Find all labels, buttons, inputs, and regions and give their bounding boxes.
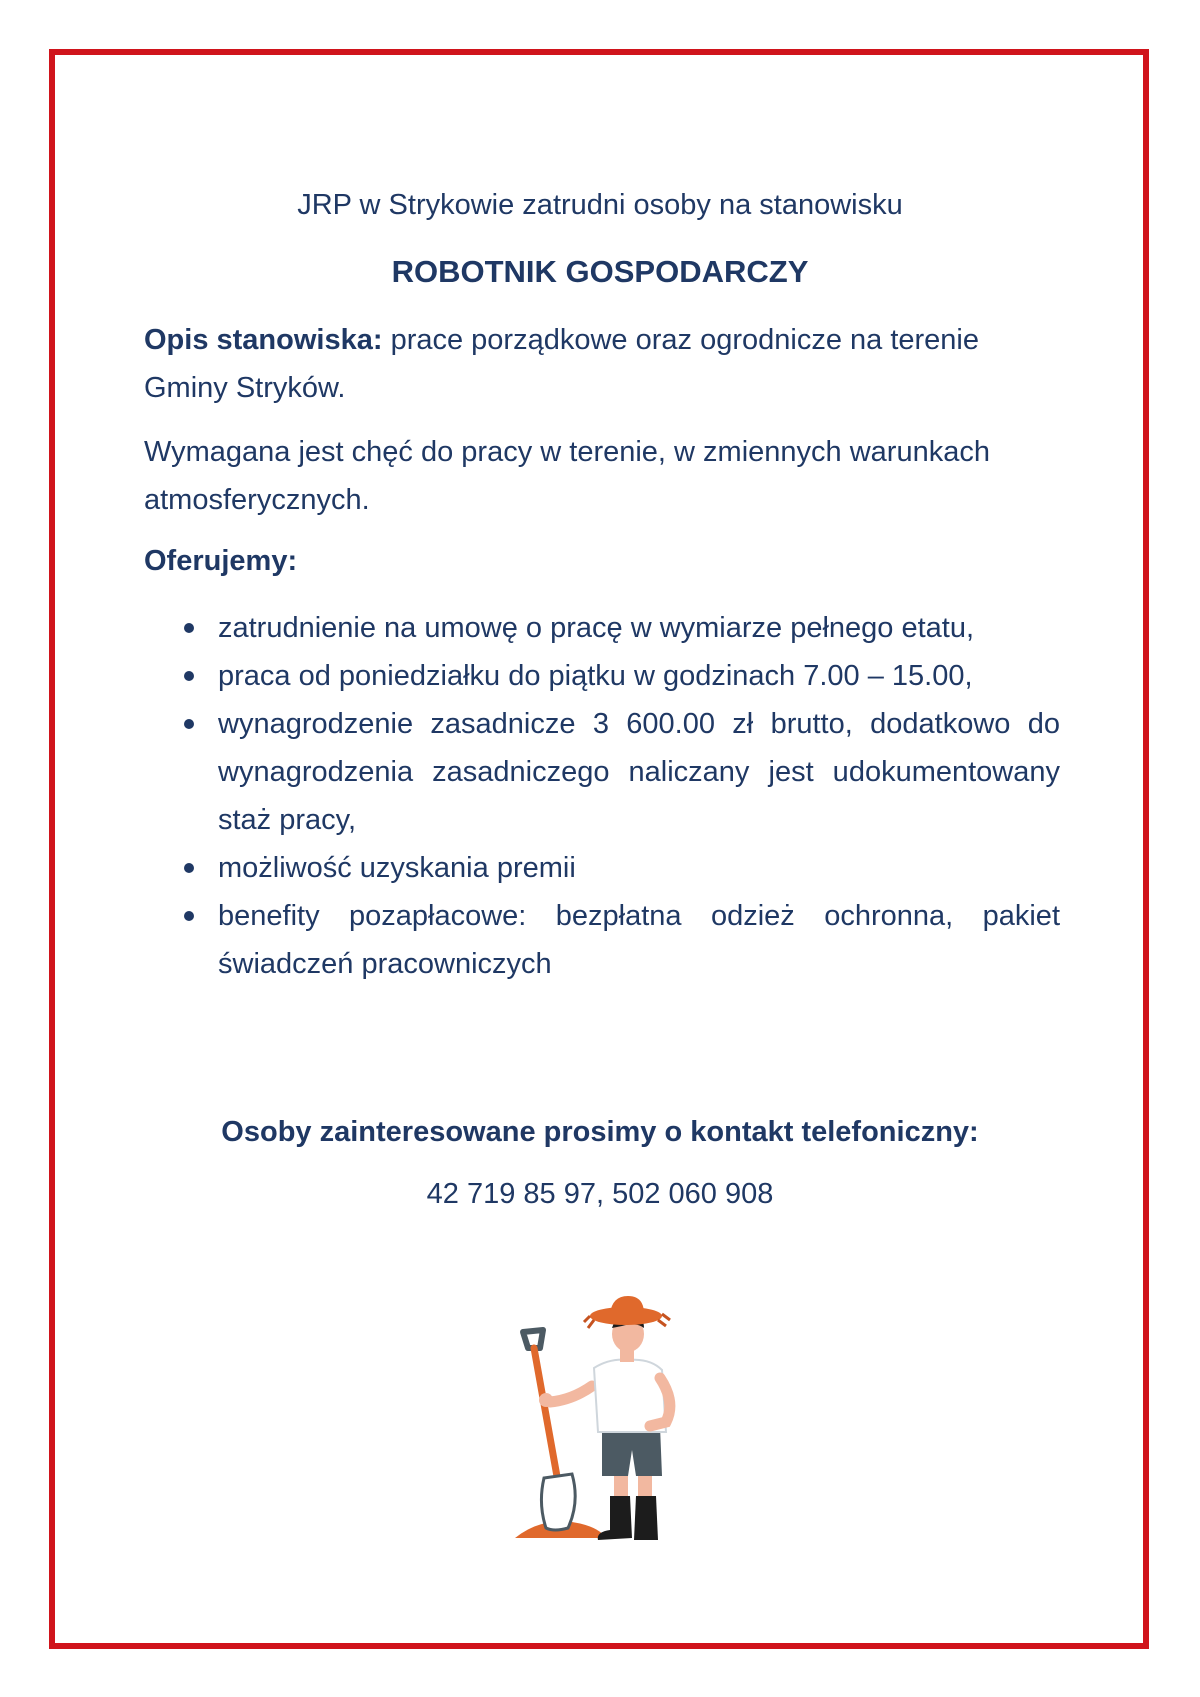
bullet-icon bbox=[184, 911, 194, 921]
bullet-icon bbox=[184, 719, 194, 729]
job-description-text: prace porządkowe oraz ogrodnicze na terenie Gminy Stryków. bbox=[144, 324, 979, 404]
job-requirement: Wymagana jest chęć do pracy w terenie, w zmiennych warunkach atmosferycznych. bbox=[144, 436, 990, 516]
phone-numbers: 42 719 85 97, 502 060 908 bbox=[426, 1178, 774, 1210]
offer-item-text: praca od poniedziałku do piątku w godzinach 7.00 – 15.00, bbox=[218, 660, 973, 692]
offer-item-text: możliwość uzyskania premii bbox=[218, 852, 576, 884]
offer-item-text: zatrudnienie na umowę o pracę w wymiarze pełnego etatu, bbox=[218, 612, 975, 644]
contact-heading: Osoby zainteresowane prosimy o kontakt telefoniczny: bbox=[221, 1116, 979, 1148]
intro-line: JRP w Strykowie zatrudni osoby na stanowisku bbox=[297, 189, 903, 221]
offer-item bbox=[180, 604, 1060, 652]
offer-item-text: wynagrodzenie zasadnicze 3 600.00 zł brutto, dodatkowo do wynagrodzenia zasadniczego naliczany jest udokumentowany staż pracy, bbox=[218, 708, 1060, 836]
bullet-icon bbox=[184, 863, 194, 873]
offer-list bbox=[180, 604, 1060, 988]
job-title: ROBOTNIK GOSPODARCZY bbox=[391, 254, 809, 289]
gardener-with-shovel-icon bbox=[510, 1290, 710, 1550]
bullet-icon bbox=[184, 671, 194, 681]
job-description-label: Opis stanowiska: bbox=[144, 324, 383, 356]
offer-item bbox=[180, 892, 1060, 988]
job-description bbox=[144, 316, 1064, 412]
offer-item bbox=[180, 844, 1060, 892]
offer-heading: Oferujemy: bbox=[144, 545, 298, 577]
offer-item-text: benefity pozapłacowe: bezpłatna odzież ochronna, pakiet świadczeń pracowniczych bbox=[218, 900, 1060, 980]
bullet-icon bbox=[184, 623, 194, 633]
offer-item bbox=[180, 652, 1060, 700]
offer-item bbox=[180, 700, 1060, 844]
